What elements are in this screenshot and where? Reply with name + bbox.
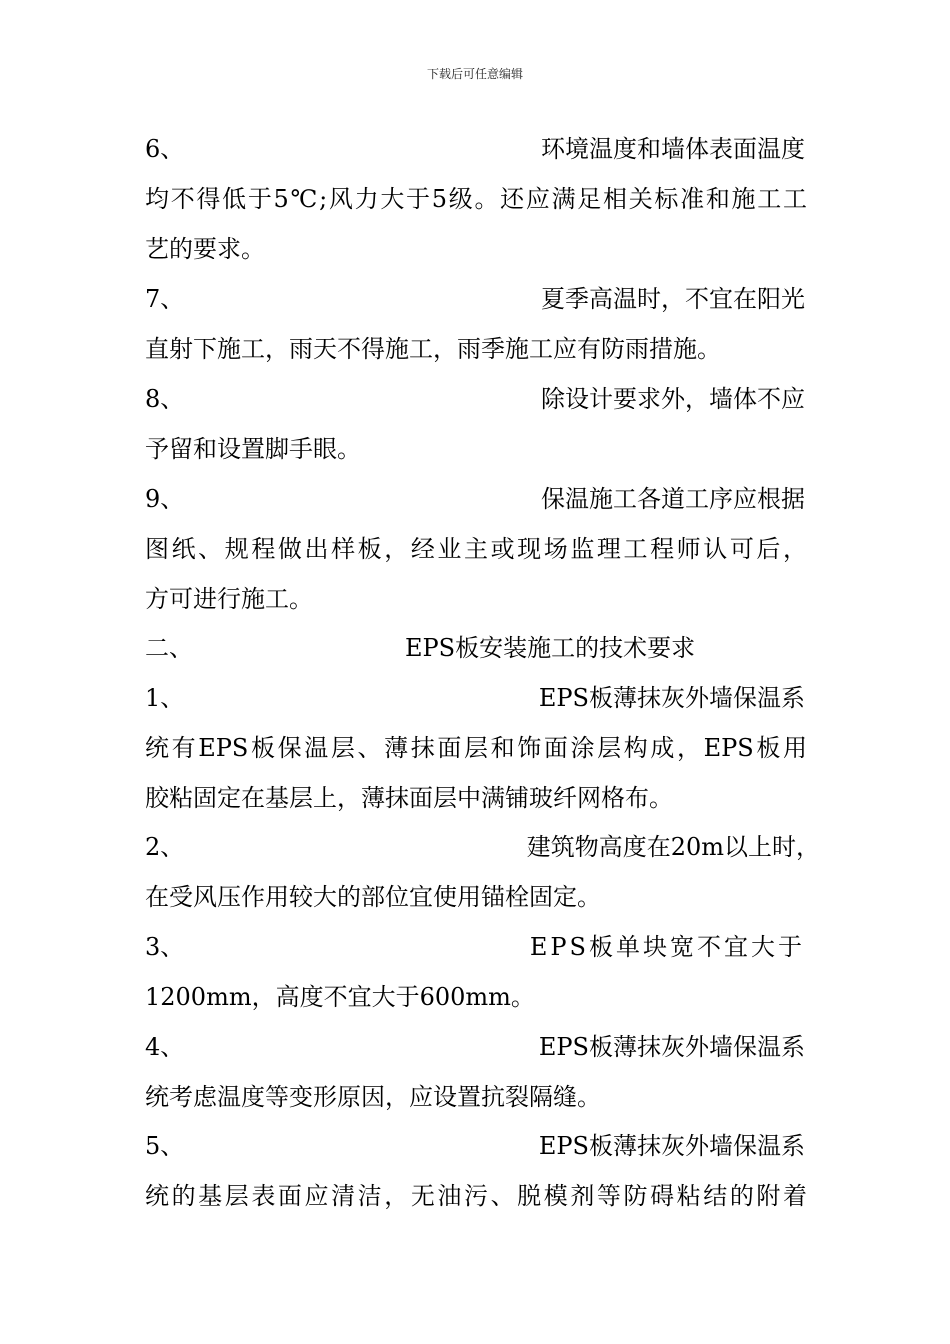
item-heading: 除设计要求外，墙体不应 [541,385,805,413]
item-text-line: 方可进行施工。 [145,585,313,613]
item-number: 5、 [145,1132,185,1160]
item-text-line: 图纸、规程做出样板，经业主或现场监理工程师认可后， [145,535,807,563]
item-number: 8、 [145,385,185,413]
item-text-line: 统有EPS板保温层、薄抹面层和饰面涂层构成，EPS板用 [145,734,807,762]
item-text-line: 艺的要求。 [145,235,265,263]
item-text-line: 予留和设置脚手眼。 [145,435,361,463]
page-header: 下载后可任意编辑 [426,67,523,81]
item-text-line: 统的基层表面应清洁，无油污、脱模剂等防碍粘结的附着 [145,1182,807,1210]
item-number: 6、 [145,135,185,163]
item-text-line: 在受风压作用较大的部位宜使用锚栓固定。 [145,883,601,911]
section-title: EPS板安装施工的技术要求 [405,634,696,662]
item-heading: 保温施工各道工序应根据 [541,485,805,513]
item-heading: 建筑物高度在20m以上时， [526,833,820,861]
item-number: 4、 [145,1033,185,1061]
item-number: 2、 [145,833,185,861]
item-text-line: 直射下施工，雨天不得施工，雨季施工应有防雨措施。 [145,335,721,363]
item-number: 9、 [145,485,185,513]
item-number: 1、 [145,684,185,712]
item-text-line: 胶粘固定在基层上，薄抹面层中满铺玻纤网格布。 [145,784,673,812]
item-heading: 环境温度和墙体表面温度 [541,135,805,163]
item-text-line: 均不得低于5℃;风力大于5级。还应满足相关标准和施工工 [145,185,807,213]
item-heading: EPS板单块宽不宜大于 [529,933,805,961]
item-heading: EPS板薄抹灰外墙保温系 [538,1132,805,1160]
item-text-line: 1200mm，高度不宜大于600mm。 [145,983,535,1011]
item-heading: EPS板薄抹灰外墙保温系 [538,1033,805,1061]
item-text-line: 统考虑温度等变形原因，应设置抗裂隔缝。 [145,1083,601,1111]
item-heading: EPS板薄抹灰外墙保温系 [538,684,805,712]
item-number: 7、 [145,285,185,313]
item-heading: 夏季高温时，不宜在阳光 [541,285,805,313]
section-number: 二、 [145,634,193,662]
item-number: 3、 [145,933,185,961]
